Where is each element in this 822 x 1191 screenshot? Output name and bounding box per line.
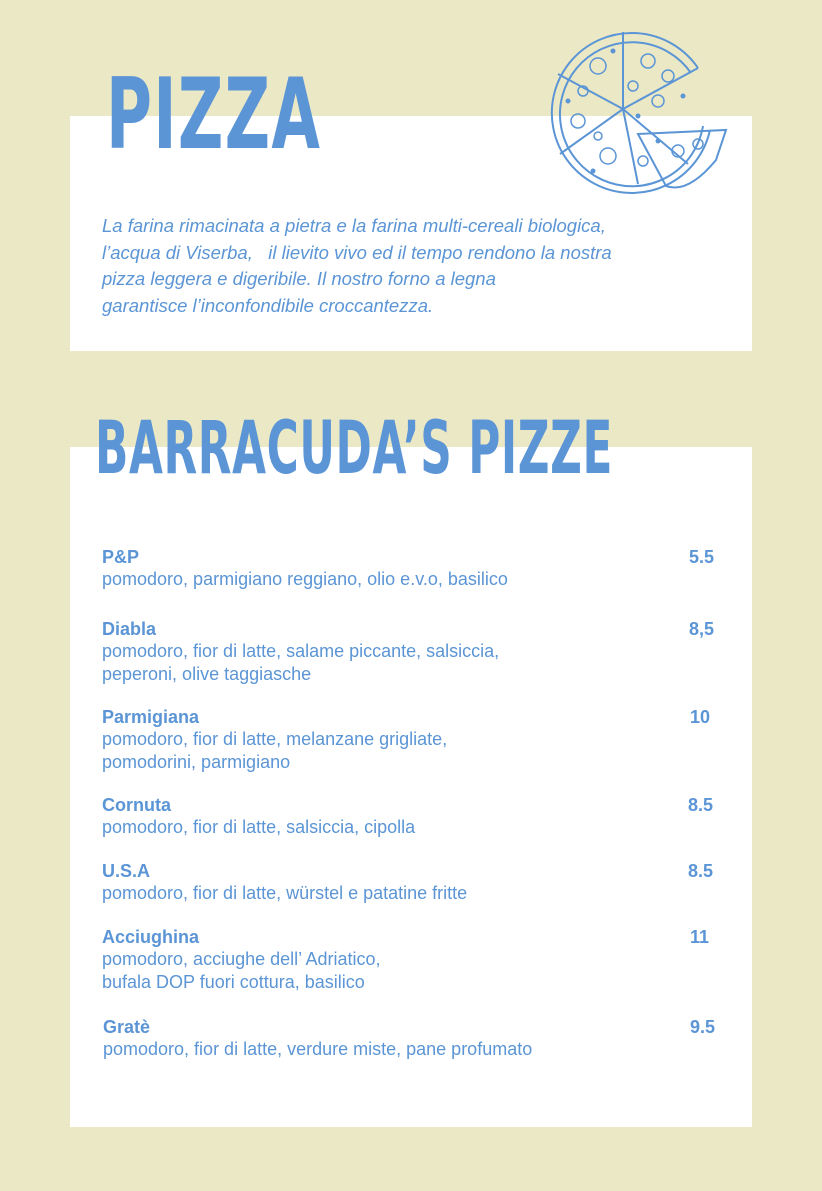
item-description (102, 948, 722, 994)
item-name: Acciughina (102, 927, 200, 947)
menu-item (102, 860, 722, 905)
item-description-line: pomodoro, parmigiano reggiano, olio e.v.o, basilico (102, 569, 508, 589)
item-price: 10 (690, 707, 711, 727)
item-price: 8.5 (688, 861, 714, 881)
item-description-line: pomodoro, fior di latte, melanzane grigliate, (102, 729, 448, 749)
menu-item (102, 546, 722, 591)
item-description-line: pomodorini, parmigiano (102, 752, 291, 772)
item-description-line: pomodoro, fior di latte, salame piccante, salsiccia, (102, 641, 500, 661)
item-description (102, 568, 722, 591)
item-price: 11 (690, 927, 710, 947)
item-description (102, 728, 722, 774)
menu-item (102, 794, 722, 839)
item-description-line: pomodoro, fior di latte, verdure miste, pane profumato (103, 1039, 533, 1059)
menu-item (102, 926, 722, 994)
item-price: 9.5 (690, 1017, 716, 1037)
section-title: BARRACUDA’S PIZZE (95, 406, 614, 491)
item-name: Diabla (102, 619, 157, 639)
menu-item (102, 706, 722, 774)
item-name: Gratè (103, 1017, 151, 1037)
item-description (102, 640, 722, 686)
item-description-line: pomodoro, fior di latte, würstel e patatine fritte (102, 883, 468, 903)
item-name: P&P (102, 547, 140, 567)
intro-line: l’acqua di Viserba, il lievito vivo ed il tempo rendono la nostra (102, 241, 612, 263)
intro-text (102, 213, 742, 319)
item-price: 8,5 (689, 619, 715, 639)
menu-item (103, 1016, 723, 1061)
item-price: 8.5 (688, 795, 714, 815)
item-description (102, 882, 722, 905)
item-name: Parmigiana (102, 707, 200, 727)
item-name: U.S.A (102, 861, 151, 881)
item-description-line: pomodoro, acciughe dell’ Adriatico, (102, 949, 381, 969)
intro-line: garantisce l’inconfondibile croccantezza. (102, 294, 434, 316)
pizza-illustration-icon (538, 26, 728, 196)
intro-line: pizza leggera e digeribile. Il nostro forno a legna (102, 268, 496, 289)
item-description (103, 1038, 723, 1061)
item-description-line: bufala DOP fuori cottura, basilico (102, 972, 365, 992)
intro-line: La farina rimacinata a pietra e la farina multi-cereali biologica, (102, 215, 606, 236)
menu-item (102, 618, 722, 686)
item-price: 5.5 (689, 547, 715, 567)
item-description-line: peperoni, olive taggiasche (102, 664, 312, 684)
item-name: Cornuta (102, 795, 171, 815)
page-title: PIZZA (106, 58, 322, 172)
item-description-line: pomodoro, fior di latte, salsiccia, cipolla (102, 817, 416, 837)
item-description (102, 816, 722, 839)
